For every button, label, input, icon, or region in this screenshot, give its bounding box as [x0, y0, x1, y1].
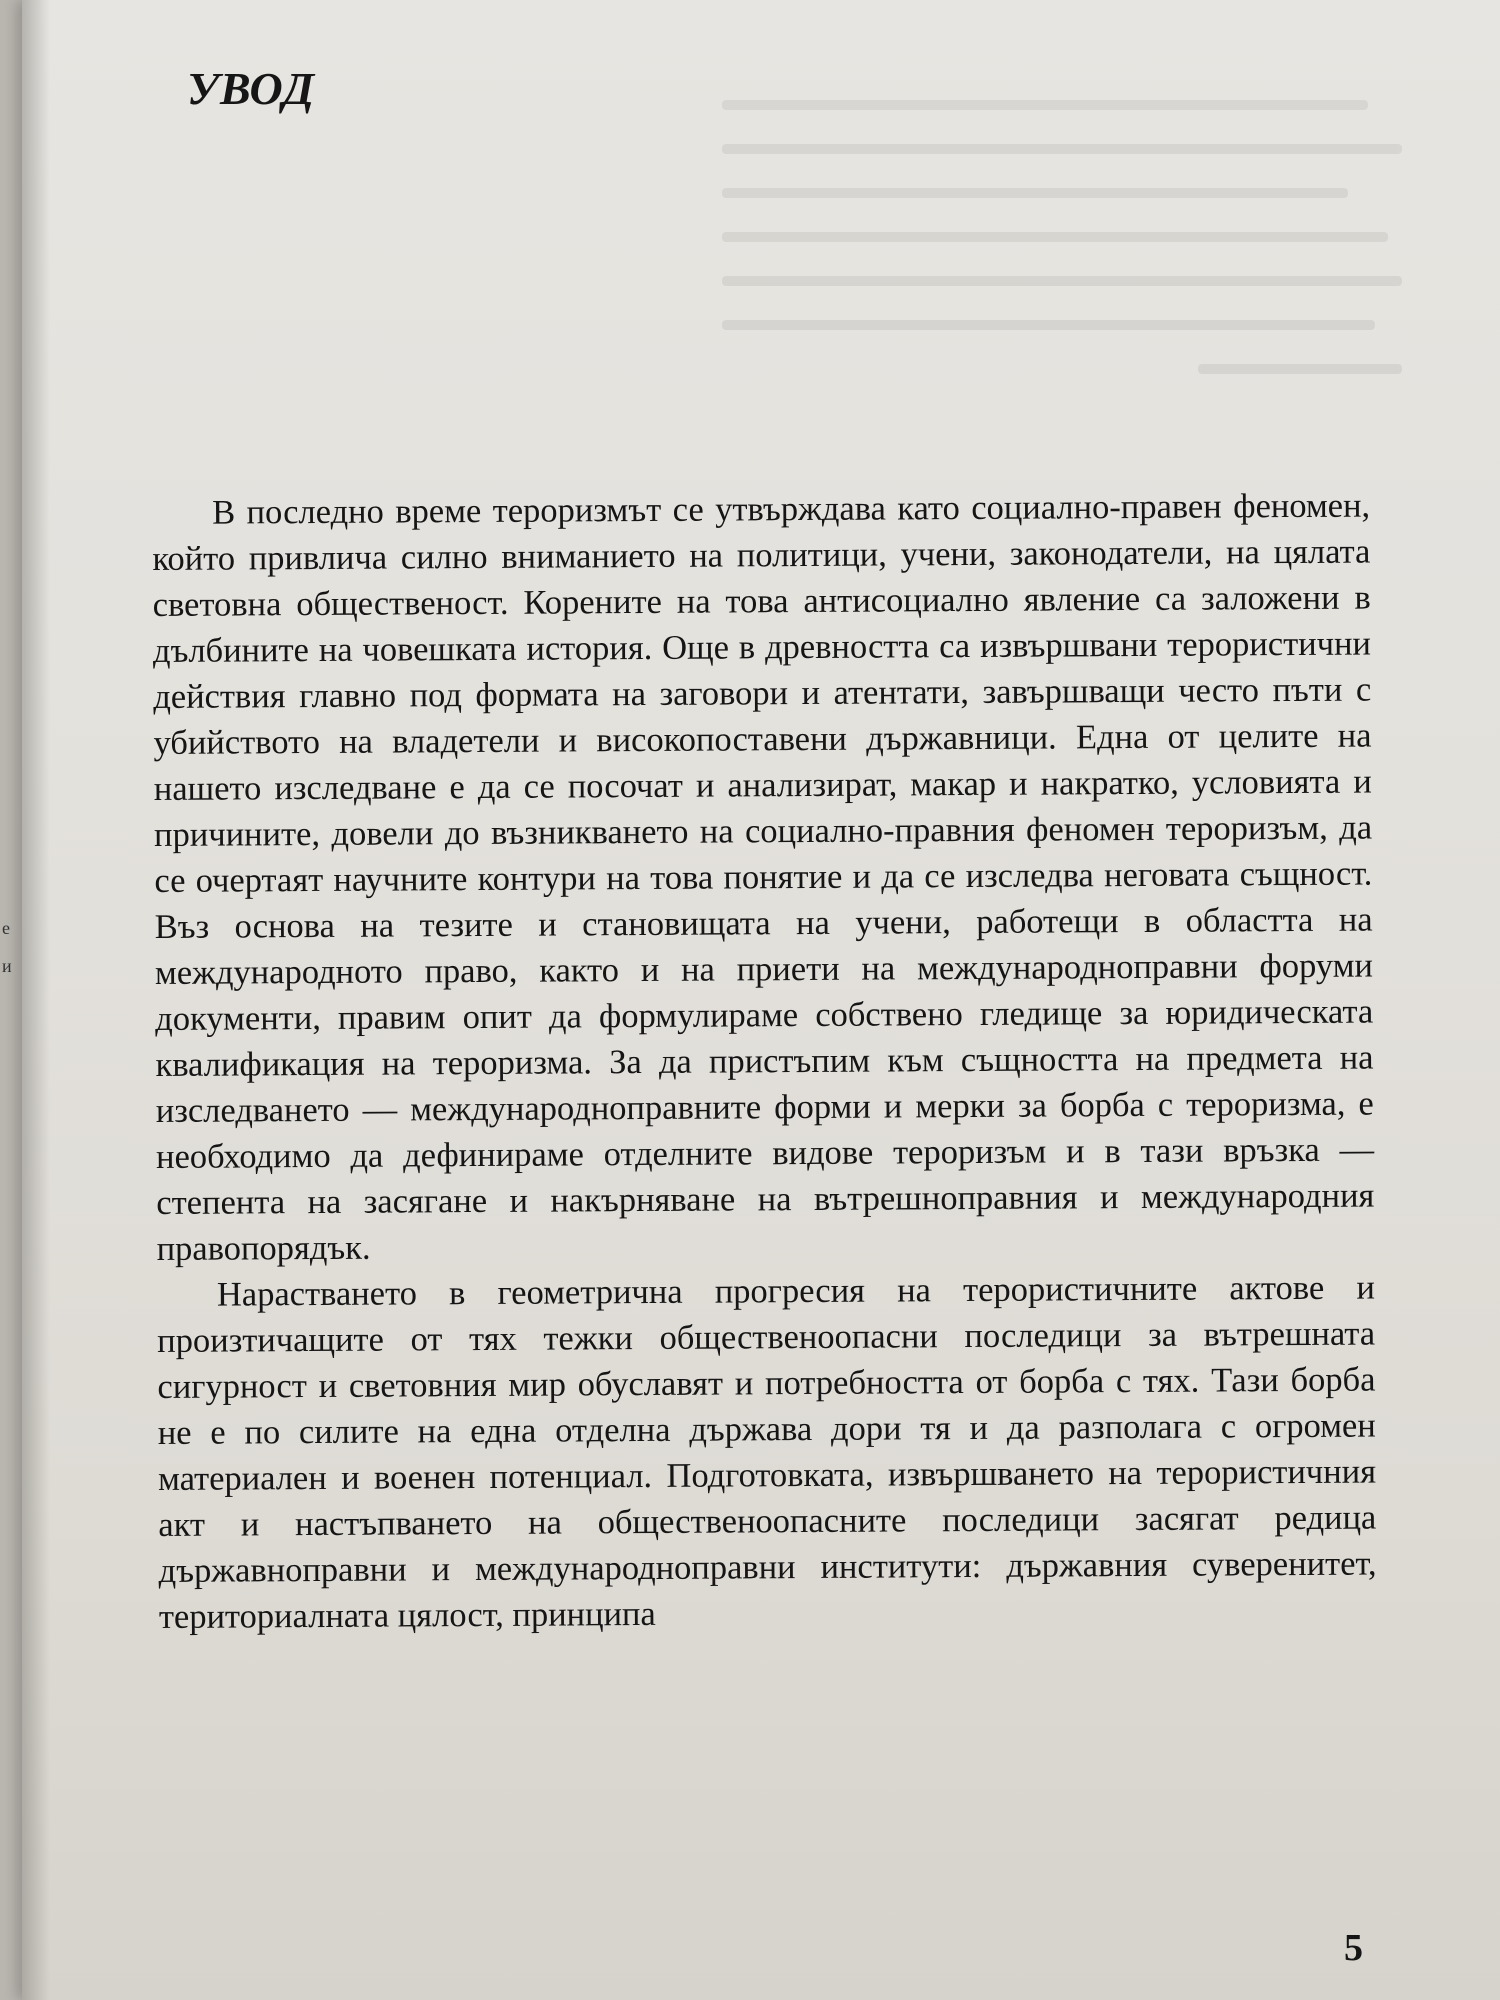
book-page — [22, 0, 1500, 2000]
bleed-through-text — [722, 100, 1402, 430]
paragraph-2: Нарастването в геометрична прогресия на терористичните актове и произтичащите от тях тежки общественоопасни последици за вътрешната сигурност и световния мир обуславят и потребността от борба с тях. Тази борба не е по силите на една отделна държава дори тя и да разполага с огромен материален и военен потенциал. Подготовката, извършването на терористичния акт и настъпването на общественоопасните последици засягат редица държавноправни и международноправни институти: държавния суверенитет, териториалната цялост, принципа — [157, 1268, 1377, 1636]
adjacent-page-edge — [0, 0, 22, 2000]
body-text — [152, 483, 1377, 1640]
chapter-heading: УВОД — [187, 63, 316, 114]
edge-glyph: и — [2, 956, 12, 976]
gutter-shadow — [22, 0, 50, 2000]
paragraph-1: В последно време тероризмът се утвърждава като социално-правен феномен, който привлича силно вниманието на политици, учени, законодатели, на цялата световна общественост. Корените на това антисоциално явление са заложени в дълбините на човешката история. Още в древността са извършвани терористични действия главно под формата на заговори и атентати, завършващи често пъти с убийството на владетели и високопоставени държавници. Една от целите на нашето изследване е да се посочат и анализират, макар и накратко, условията и причините, довели до възникването на социално-правния феномен тероризъм, да се очертаят научните контури на това понятие и да се изследва неговата същност. Въз основа на тезите и становищата на учени, работещи в областта на международното право, както и на приети на международноправни форуми документи, правим опит да формулираме собствено гледище за юридическата квалификация на тероризма. За да пристъпим към същността на предмета на изследването — международноправните форми и мерки за борба с тероризма, е необходимо да дефинираме отделните видове тероризъм и в тази връзка — степента на засягане и накърняване на вътрешноправния и международния правопорядък. — [152, 486, 1375, 1268]
edge-glyph: е — [2, 918, 10, 938]
page-number: 5 — [1344, 1927, 1363, 1969]
